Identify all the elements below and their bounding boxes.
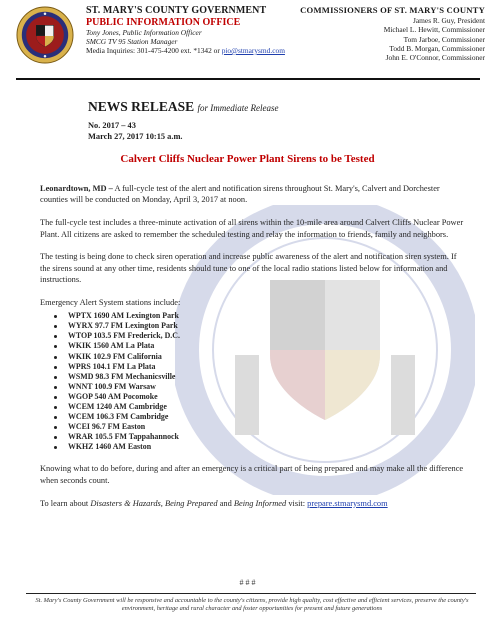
release-title: Calvert Cliffs Nuclear Power Plant Sirens to be Tested bbox=[120, 153, 375, 165]
station-item: WPTX 1690 AM Lexington Park bbox=[40, 311, 466, 321]
media-inquiries-text: Media Inquiries: 301-475-4200 ext. *1342 or bbox=[86, 45, 222, 55]
paragraph-test-details: The full-cycle test includes a three-minute activation of all sirens within the 10-mile area around Calvert Cliffs Nuclear Power Plant. All citizens are asked to remember the scheduled testing and relay the information to friends, family and neighbors. bbox=[40, 218, 464, 239]
release-qualifier: for Immediate Release bbox=[197, 103, 279, 113]
station-item: WGOP 540 AM Pocomoke bbox=[40, 392, 466, 402]
news-release-label: NEWS RELEASE bbox=[88, 99, 195, 114]
dateline: Leonardtown, MD – bbox=[40, 184, 113, 193]
station-item: WKHZ 1460 AM Easton bbox=[40, 442, 466, 452]
smcg-line: SMCG TV 95 Station Manager bbox=[86, 36, 178, 46]
intro-text: A full-cycle test of the alert and notification sirens throughout St. Mary's, Calvert and Dorchester counties will be conducted on Monday, April 3, 2017 at noon. bbox=[40, 184, 440, 205]
prepare-link[interactable]: prepare.stmarysmd.com bbox=[307, 498, 388, 508]
release-number: No. 2017 – 43 bbox=[88, 121, 136, 130]
release-meta bbox=[88, 120, 183, 142]
footer-divider bbox=[26, 593, 476, 594]
station-item: WTOP 103.5 FM Frederick, D.C. bbox=[40, 331, 466, 341]
media-inquiries bbox=[86, 47, 286, 56]
commissioner: John E. O'Connor, Commissioner bbox=[385, 53, 485, 63]
commissioners-title: COMMISSIONERS OF ST. MARY'S COUNTY bbox=[300, 5, 485, 15]
station-item: WNNT 100.9 FM Warsaw bbox=[40, 382, 466, 392]
paragraph-preparedness: Knowing what to do before, during and after an emergency is a critical part of being prepared and may make all the difference when seconds count. bbox=[40, 464, 464, 485]
paragraph-intro bbox=[40, 183, 466, 206]
learn-prefix: To learn about bbox=[40, 498, 91, 508]
office-header bbox=[86, 5, 286, 56]
station-item: WKIK 102.9 FM California bbox=[40, 352, 466, 362]
station-item: WCEM 106.3 FM Cambridge bbox=[40, 412, 466, 422]
paragraph-purpose: The testing is being done to check siren operation and increase public awareness of the alert and notification siren system. If the sirens sound at any other time, residents should tune to one of the local radio stations listed below for information and instructions. bbox=[40, 252, 457, 285]
paragraph-learn-more bbox=[40, 498, 466, 509]
station-item: WYRX 97.7 FM Lexington Park bbox=[40, 321, 466, 331]
pio-line: Tony Jones, Public Information Officer bbox=[86, 28, 202, 37]
commissioner: Michael L. Hewitt, Commissioner bbox=[383, 25, 485, 35]
stations-list bbox=[40, 311, 466, 452]
end-mark: # # # bbox=[239, 578, 256, 587]
commissioner: James R. Guy, President bbox=[413, 16, 485, 25]
stations-intro: Emergency Alert System stations include: bbox=[40, 297, 181, 307]
commissioner: Tom Jarboe, Commissioner bbox=[403, 34, 485, 44]
station-item: WKIK 1560 AM La Plata bbox=[40, 341, 466, 351]
station-item: WCEI 96.7 FM Easton bbox=[40, 422, 466, 432]
header-divider bbox=[16, 78, 480, 80]
learn-topic-informed: Being Informed bbox=[233, 498, 287, 508]
commissioner: Todd B. Morgan, Commissioner bbox=[389, 43, 485, 53]
media-email-link[interactable]: pio@stmarysmd.com bbox=[221, 45, 285, 55]
government-name: ST. MARY'S COUNTY GOVERNMENT bbox=[86, 5, 267, 16]
commissioners-block bbox=[295, 5, 485, 62]
learn-and: and bbox=[217, 498, 234, 508]
station-item: WPRS 104.1 FM La Plata bbox=[40, 362, 466, 372]
office-name: PUBLIC INFORMATION OFFICE bbox=[86, 17, 241, 28]
release-body bbox=[40, 183, 466, 520]
learn-topics: Disasters & Hazards, Being Prepared bbox=[90, 498, 218, 508]
county-seal-icon bbox=[16, 6, 74, 64]
news-release-heading bbox=[88, 99, 279, 115]
mission-statement: St. Mary's County Government will be responsive and accountable to the county's citizens, provide high quality, cost effective and efficient services, preserve the county's environment, heritage and rural character and foster opportunities for present and future generations bbox=[35, 597, 469, 612]
station-item: WRAR 105.5 FM Tappahannock bbox=[40, 432, 466, 442]
release-date: March 27, 2017 10:15 a.m. bbox=[88, 132, 183, 141]
learn-visit: visit: bbox=[286, 498, 308, 508]
station-item: WCEM 1240 AM Cambridge bbox=[40, 402, 466, 412]
station-item: WSMD 98.3 FM Mechanicsville bbox=[40, 372, 466, 382]
